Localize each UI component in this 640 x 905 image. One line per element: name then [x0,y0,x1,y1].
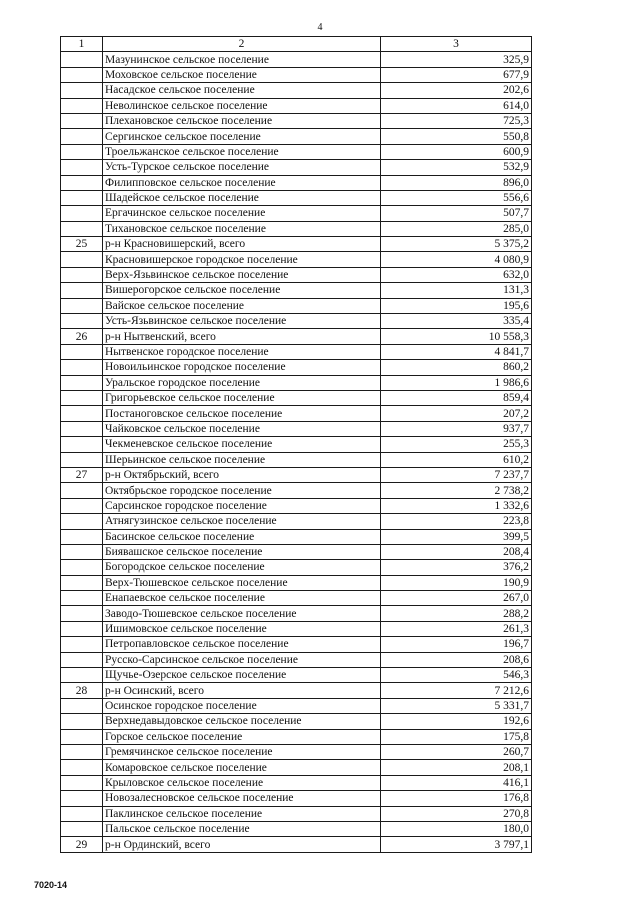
row-number [61,544,103,559]
table-row [61,160,532,175]
row-value: 725,3 [381,113,532,128]
row-value: 7 212,6 [381,683,532,698]
table-row [61,406,532,421]
table-row [61,591,532,606]
table-row [61,344,532,359]
row-name: Нытвенское городское поселение [103,344,381,359]
table-row [61,806,532,821]
table-row [61,437,532,452]
row-value: 207,2 [381,406,532,421]
row-name: Сарсинское городское поселение [103,498,381,513]
row-value: 288,2 [381,606,532,621]
row-value: 267,0 [381,591,532,606]
row-name: Биявашское сельское поселение [103,544,381,559]
row-name: Октябрьское городское поселение [103,483,381,498]
row-name: Сергинское сельское поселение [103,129,381,144]
row-number [61,821,103,836]
row-name: Усть-Турское сельское поселение [103,160,381,175]
table-row [61,467,532,482]
row-number [61,729,103,744]
row-value: 208,6 [381,652,532,667]
row-value: 416,1 [381,775,532,790]
row-value: 632,0 [381,267,532,282]
table-row [61,267,532,282]
row-name: Новоильинское городское поселение [103,360,381,375]
row-number [61,652,103,667]
row-name: Григорьевское сельское поселение [103,390,381,405]
row-number [61,67,103,82]
row-number [61,390,103,405]
row-value: 202,6 [381,83,532,98]
row-number [61,483,103,498]
table-row [61,714,532,729]
row-number [61,437,103,452]
column-header-2: 2 [103,37,381,52]
row-number [61,98,103,113]
table-row [61,98,532,113]
row-number [61,668,103,683]
table-row [61,698,532,713]
row-name: Ергачинское сельское поселение [103,206,381,221]
row-number [61,221,103,236]
row-number [61,375,103,390]
row-value: 2 738,2 [381,483,532,498]
row-name: Басинское сельское поселение [103,529,381,544]
row-name: Паклинское сельское поселение [103,806,381,821]
column-header-1: 1 [61,37,103,52]
row-name: Крыловское сельское поселение [103,775,381,790]
row-number [61,760,103,775]
row-name: Гремячинское сельское поселение [103,744,381,759]
row-value: 550,8 [381,129,532,144]
table-row [61,621,532,636]
row-number [61,791,103,806]
row-value: 255,3 [381,437,532,452]
table-body [61,52,532,852]
row-name: р-н Октябрьский, всего [103,467,381,482]
row-value: 10 558,3 [381,329,532,344]
row-number [61,775,103,790]
row-value: 677,9 [381,67,532,82]
row-number [61,714,103,729]
table-row [61,252,532,267]
table-row [61,129,532,144]
row-value: 285,0 [381,221,532,236]
row-name: Петропавловское сельское поселение [103,637,381,652]
table-row [61,483,532,498]
row-value: 5 331,7 [381,698,532,713]
row-value: 192,6 [381,714,532,729]
table-row [61,529,532,544]
row-name: Верхнедавыдовское сельское поселение [103,714,381,729]
row-number [61,514,103,529]
row-number [61,252,103,267]
row-value: 325,9 [381,52,532,67]
table-row [61,544,532,559]
document-code: 7020-14 [34,880,68,890]
row-value: 896,0 [381,175,532,190]
table-row [61,560,532,575]
table-row [61,760,532,775]
table-row [61,113,532,128]
row-number [61,52,103,67]
row-name: Филипповское сельское поселение [103,175,381,190]
row-number [61,806,103,821]
table-row [61,221,532,236]
table-row [61,237,532,252]
row-number [61,498,103,513]
row-number: 29 [61,837,103,852]
row-number [61,529,103,544]
table-row [61,729,532,744]
row-value: 4 841,7 [381,344,532,359]
table-row [61,452,532,467]
row-value: 180,0 [381,821,532,836]
table-row [61,175,532,190]
row-name: Вишерогорское сельское поселение [103,283,381,298]
row-number [61,621,103,636]
row-name: р-н Ординский, всего [103,837,381,852]
row-value: 937,7 [381,421,532,436]
table-row [61,314,532,329]
table-row [61,668,532,683]
row-name: Заводо-Тюшевское сельское поселение [103,606,381,621]
row-name: Вайское сельское поселение [103,298,381,313]
row-value: 176,8 [381,791,532,806]
row-number [61,360,103,375]
row-value: 507,7 [381,206,532,221]
row-number [61,637,103,652]
row-number [61,560,103,575]
table-row [61,837,532,852]
row-number [61,298,103,313]
row-name: Новозалесновское сельское поселение [103,791,381,806]
row-name: Атнягузинское сельское поселение [103,514,381,529]
table-row [61,514,532,529]
row-number: 26 [61,329,103,344]
row-name: Чекменевское сельское поселение [103,437,381,452]
row-value: 208,4 [381,544,532,559]
table-row [61,329,532,344]
table-row [61,575,532,590]
row-number [61,83,103,98]
row-number [61,175,103,190]
row-name: р-н Осинский, всего [103,683,381,698]
row-name: Верх-Язьвинское сельское поселение [103,267,381,282]
table-row [61,421,532,436]
row-name: Русско-Сарсинское сельское поселение [103,652,381,667]
row-value: 5 375,2 [381,237,532,252]
table-row [61,67,532,82]
row-value: 223,8 [381,514,532,529]
table-row [61,83,532,98]
row-number [61,314,103,329]
row-number [61,267,103,282]
header-row [61,37,532,52]
row-number [61,406,103,421]
row-name: Насадское сельское поселение [103,83,381,98]
table-row [61,821,532,836]
row-name: Чайковское сельское поселение [103,421,381,436]
row-name: Красновишерское городское поселение [103,252,381,267]
row-name: Комаровское сельское поселение [103,760,381,775]
row-name: Щучье-Озерское сельское поселение [103,668,381,683]
row-name: Троельжанское сельское поселение [103,144,381,159]
table-row [61,190,532,205]
row-value: 261,3 [381,621,532,636]
table-row [61,283,532,298]
row-value: 1 332,6 [381,498,532,513]
row-name: Плехановское сельское поселение [103,113,381,128]
table-row [61,144,532,159]
table-row [61,498,532,513]
row-value: 196,7 [381,637,532,652]
row-value: 610,2 [381,452,532,467]
row-value: 3 797,1 [381,837,532,852]
row-name: р-н Красновишерский, всего [103,237,381,252]
row-value: 175,8 [381,729,532,744]
row-number [61,160,103,175]
row-name: Горское сельское поселение [103,729,381,744]
row-number [61,206,103,221]
row-value: 1 986,6 [381,375,532,390]
table-row [61,206,532,221]
row-name: Ишимовское сельское поселение [103,621,381,636]
row-value: 376,2 [381,560,532,575]
row-number [61,606,103,621]
row-value: 546,3 [381,668,532,683]
row-value: 208,1 [381,760,532,775]
row-value: 131,3 [381,283,532,298]
row-value: 859,4 [381,390,532,405]
table-row [61,298,532,313]
row-value: 335,4 [381,314,532,329]
row-name: Тихановское сельское поселение [103,221,381,236]
row-value: 399,5 [381,529,532,544]
row-name: Неволинское сельское поселение [103,98,381,113]
row-name: Моховское сельское поселение [103,67,381,82]
row-number [61,283,103,298]
row-number [61,129,103,144]
row-name: Мазунинское сельское поселение [103,52,381,67]
page-number: 4 [317,22,323,33]
row-number [61,575,103,590]
row-value: 270,8 [381,806,532,821]
row-name: Енапаевское сельское поселение [103,591,381,606]
table-row [61,375,532,390]
table-row [61,652,532,667]
row-value: 600,9 [381,144,532,159]
column-header-3: 3 [381,37,532,52]
row-value: 614,0 [381,98,532,113]
row-value: 190,9 [381,575,532,590]
row-value: 556,6 [381,190,532,205]
row-value: 532,9 [381,160,532,175]
row-number [61,344,103,359]
row-number: 25 [61,237,103,252]
table-row [61,775,532,790]
table-row [61,390,532,405]
row-name: Усть-Язьвинское сельское поселение [103,314,381,329]
row-name: Шерьинское сельское поселение [103,452,381,467]
row-number [61,698,103,713]
row-number [61,144,103,159]
row-number [61,113,103,128]
table-row [61,606,532,621]
row-number [61,421,103,436]
row-number [61,591,103,606]
row-name: Богородское сельское поселение [103,560,381,575]
row-name: Осинское городское поселение [103,698,381,713]
table-row [61,791,532,806]
row-name: Верх-Тюшевское сельское поселение [103,575,381,590]
row-name: Уральское городское поселение [103,375,381,390]
table-row [61,637,532,652]
table-row [61,683,532,698]
row-value: 860,2 [381,360,532,375]
row-name: Постаноговское сельское поселение [103,406,381,421]
data-table [60,36,532,853]
row-name: Пальское сельское поселение [103,821,381,836]
row-name: р-н Нытвенский, всего [103,329,381,344]
row-name: Шадейское сельское поселение [103,190,381,205]
row-value: 4 080,9 [381,252,532,267]
row-number: 27 [61,467,103,482]
row-number: 28 [61,683,103,698]
row-value: 7 237,7 [381,467,532,482]
row-value: 195,6 [381,298,532,313]
row-number [61,744,103,759]
row-value: 260,7 [381,744,532,759]
row-number [61,190,103,205]
table-row [61,744,532,759]
row-number [61,452,103,467]
table-row [61,52,532,67]
table-row [61,360,532,375]
